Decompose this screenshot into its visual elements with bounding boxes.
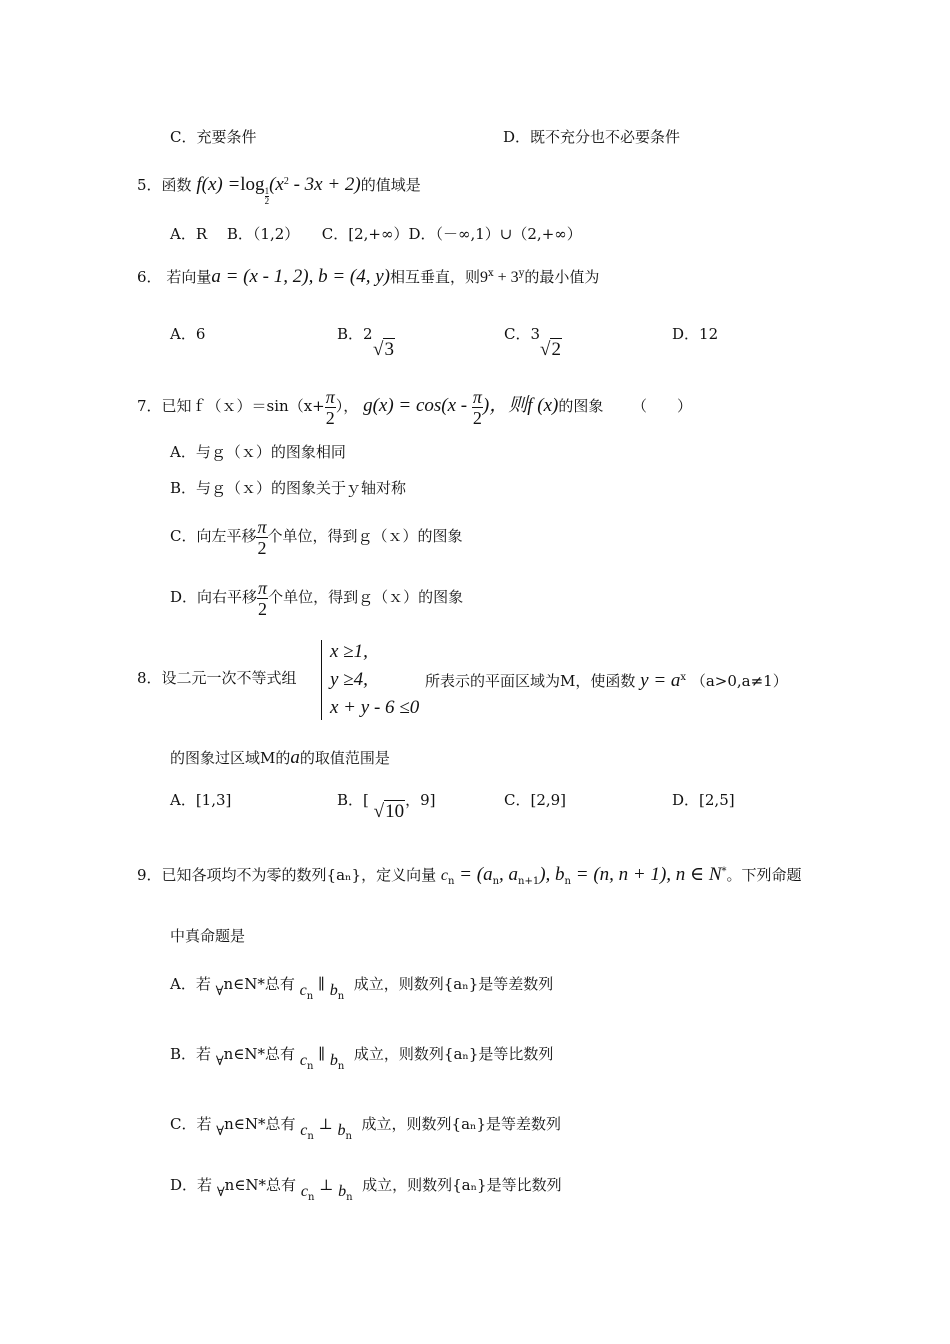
q9-option-c: C．若 ∀n∈N*总有 $c_n$ ⊥ $b_n$ 成立，则数列{aₙ}是等差数列 [170, 1115, 562, 1142]
q9-option-d: D．若 ∀n∈N*总有 $c_n$ ⊥ $b_n$ 成立，则数列{aₙ}是等比数列 [170, 1176, 562, 1203]
q8-system-brace [321, 640, 322, 720]
q9-option-a: A．若 ∀n∈N*总有 $c_n$ ∥ $b_n$ 成立，则数列{aₙ}是等差数列 [170, 975, 554, 1002]
q5-options: A．R B．（1,2） C．[2,+∞）D．（－∞,1）∪（2,+∞） [170, 225, 582, 243]
q8-stem-line2: 的图象过区域M的a的取值范围是 [170, 747, 390, 768]
q9-option-b: B．若 ∀n∈N*总有 $c_n$ ∥ $b_n$ 成立，则数列{aₙ}是等比数列 [170, 1045, 554, 1072]
q6-stem: 6． 若向量a = (x - 1, 2), b = (4, y)相互垂直，则$9^x + 3^y$的最小值为 [137, 266, 600, 287]
q5-stem: 5．函数 f(x) =log $\frac{1}{2}$ $(x^2 - 3x + 2)$的值域是 [137, 174, 421, 206]
q8-ineq-1: x ≥1, [330, 641, 368, 662]
q6-option-a: A．6 [170, 325, 206, 343]
q7-option-a: A．与ｇ（ｘ）的图象相同 [170, 443, 346, 461]
q9-stem-line2: 中真命题是 [170, 927, 246, 945]
q8-num: 8．设二元一次不等式组 [137, 669, 297, 687]
q6-option-d: D．12 [672, 325, 719, 343]
q7-option-b: B．与ｇ（ｘ）的图象关于ｙ轴对称 [170, 479, 407, 497]
q8-option-c: C．[2,9] [504, 791, 567, 809]
q8-ineq-2: y ≥4, [330, 669, 368, 690]
q6-option-b: B．2 √3 [337, 325, 394, 360]
q8-option-a: A．[1,3] [170, 791, 232, 809]
q9-stem: 9．已知各项均不为零的数列{aₙ}，定义向量 $c_n = (a_n$, $a_{n+1}$), $b_n = (n$, n + 1), n ∈ N*。下列命题 [137, 864, 802, 887]
q7-option-d: D．向右平移 $\frac{\pi}{2}$ 个单位，得到ｇ（ｘ）的图象 [170, 577, 464, 619]
q4-option-c: C．充要条件 [170, 128, 257, 146]
q4-option-d: D．既不充分也不必要条件 [503, 128, 681, 146]
q6-option-c: C．3 √2 [504, 325, 561, 360]
q7-stem: 7．已知ｆ（ｘ）＝sin（x+ $\frac{\pi}{2}$ ）， g(x) = cos(x - $\frac{\pi}{2}$ )，则f (x)的图象 （ ） [137, 386, 693, 428]
q8-ineq-3: x + y - 6 ≤0 [330, 697, 420, 718]
q8-option-b: B．[ √10，9] [337, 791, 436, 822]
q8-stem-mid: 所表示的平面区域为M，使函数 $y = a^x$ （a>0,a≠1） [425, 670, 788, 691]
q7-option-c: C．向左平移 $\frac{\pi}{2}$ 个单位，得到ｇ（ｘ）的图象 [170, 516, 463, 558]
q8-option-d: D．[2,5] [672, 791, 735, 809]
